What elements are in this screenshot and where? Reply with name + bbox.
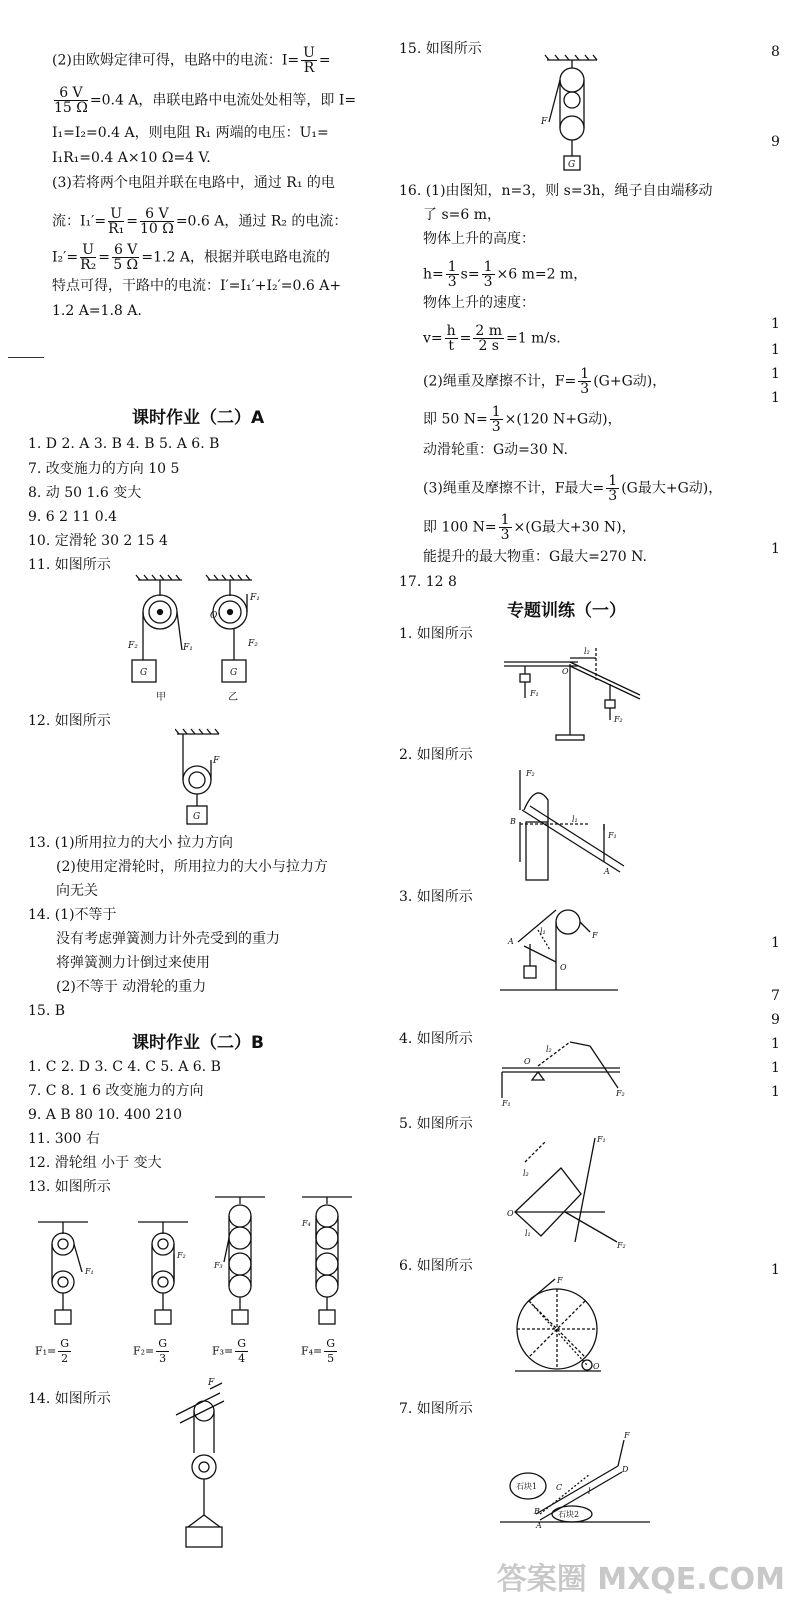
svg-text:l₂: l₂ xyxy=(546,1045,552,1054)
item-5: 5. 如图所示 xyxy=(399,1116,473,1132)
svg-text:F₁: F₁ xyxy=(608,831,617,840)
text: (3)绳重及摩擦不计，F最大= xyxy=(423,480,605,497)
text: 即 100 N= xyxy=(423,519,497,536)
svg-text:l₂: l₂ xyxy=(584,647,590,656)
ohm-line-4: I₁R₁=0.4 A×10 Ω=4 V. xyxy=(52,150,211,166)
svg-text:F: F xyxy=(213,756,220,766)
stone-2-label: 石块2 xyxy=(558,1510,580,1519)
svg-text:G: G xyxy=(140,668,148,678)
denominator: t xyxy=(448,338,454,354)
numerator: h xyxy=(446,323,456,339)
edge-mark: 1 xyxy=(771,390,780,406)
edge-mark: 9 xyxy=(771,1012,780,1028)
svg-text:A: A xyxy=(536,1521,542,1530)
pulley-figure-11 xyxy=(120,572,280,712)
fraction xyxy=(324,1337,337,1366)
lever-figure-5 xyxy=(505,1132,635,1252)
section-divider xyxy=(8,357,44,358)
svg-text:B: B xyxy=(534,1507,540,1516)
answer-line: 7. 改变施力的方向 10 5 xyxy=(28,461,180,477)
lever-figure-7 xyxy=(500,1410,660,1530)
text: =1.2 A，根据并联电路电流的 xyxy=(141,249,330,266)
text: 流：I₁′= xyxy=(52,213,107,230)
edge-mark: 1 xyxy=(771,1036,780,1052)
ohm-line-6 xyxy=(52,207,347,236)
edge-mark: 1 xyxy=(771,1262,780,1278)
denominator: 3 xyxy=(500,527,510,543)
answer-line: 14. 如图所示 xyxy=(28,1391,111,1407)
force-label-4 xyxy=(301,1337,339,1366)
section-title-b: 课时作业（二）B xyxy=(132,1033,264,1053)
svg-text:F: F xyxy=(541,117,548,127)
answer-line: 15. B xyxy=(28,1003,66,1019)
numerator: 2 m xyxy=(475,323,503,339)
text: (G最大+G动)， xyxy=(621,480,723,497)
text: I₂′= xyxy=(52,249,79,266)
answer-line: 向无关 xyxy=(56,883,98,899)
text: F₄= xyxy=(301,1344,323,1358)
svg-text:l₁: l₁ xyxy=(525,1229,531,1238)
answer-line: 12. 滑轮组 小于 变大 xyxy=(28,1155,162,1171)
svg-text:F₂: F₂ xyxy=(128,641,138,651)
q16-line-9: 动滑轮重：G动=30 N. xyxy=(423,442,568,458)
svg-text:l: l xyxy=(588,1487,591,1496)
denominator: R xyxy=(303,60,315,76)
denominator: 15 Ω xyxy=(54,100,88,116)
force-label-2 xyxy=(133,1337,171,1366)
edge-mark: 9 xyxy=(771,134,780,150)
lever-figure-1 xyxy=(500,640,645,745)
fraction xyxy=(235,1337,248,1366)
answer-line: 13. 如图所示 xyxy=(28,1179,111,1195)
numerator: G xyxy=(60,1337,70,1350)
edge-mark: 1 xyxy=(771,541,780,557)
denominator: 5 xyxy=(327,1352,335,1365)
q16-line-4 xyxy=(423,260,587,289)
numerator: 1 xyxy=(491,404,501,420)
svg-text:F: F xyxy=(557,1276,563,1285)
fraction xyxy=(578,367,591,396)
text: F₁= xyxy=(35,1344,57,1358)
figure-label-yi: 乙 xyxy=(228,692,238,703)
svg-text:F₁: F₁ xyxy=(183,643,193,653)
svg-text:A: A xyxy=(508,937,514,946)
text: =1 m/s. xyxy=(506,330,561,347)
text: ×(G最大+30 N)， xyxy=(513,519,636,536)
svg-text:F: F xyxy=(624,1431,630,1440)
text: (2)由欧姆定律可得，电路中的电流：I= xyxy=(52,52,300,69)
answer-line: 12. 如图所示 xyxy=(28,713,111,729)
svg-text:A: A xyxy=(604,867,610,876)
q16-line-3: 物体上升的高度： xyxy=(423,231,535,247)
svg-text:O: O xyxy=(593,1362,600,1371)
svg-text:l₁: l₁ xyxy=(572,815,578,824)
text: = xyxy=(126,213,138,230)
text: 即 50 N= xyxy=(423,411,488,428)
q16-line-7 xyxy=(423,367,666,396)
numerator: G xyxy=(237,1337,247,1350)
text: (2)绳重及摩擦不计，F= xyxy=(423,373,577,390)
numerator: G xyxy=(326,1337,336,1350)
denominator: 3 xyxy=(483,274,493,290)
section-title-a: 课时作业（二）A xyxy=(132,408,265,428)
svg-text:F₄: F₄ xyxy=(302,1219,311,1228)
svg-text:l₂: l₂ xyxy=(523,1169,529,1178)
edge-mark: 1 xyxy=(771,935,780,951)
edge-mark: 8 xyxy=(771,44,780,60)
denominator: R₂ xyxy=(80,257,97,273)
pulley-figure-12 xyxy=(175,728,235,828)
svg-text:F₂: F₂ xyxy=(526,769,535,778)
text: = xyxy=(98,249,110,266)
text: v= xyxy=(423,330,443,347)
answer-line: 13. (1)所用拉力的大小 拉力方向 xyxy=(28,835,233,851)
denominator: 3 xyxy=(580,381,590,397)
pulley-figure-15 xyxy=(535,52,605,177)
force-label-3 xyxy=(212,1337,250,1366)
denominator: R₁ xyxy=(108,221,125,237)
svg-text:F₁: F₁ xyxy=(85,1267,94,1276)
numerator: G xyxy=(158,1337,168,1350)
numerator: 1 xyxy=(580,366,590,382)
lever-figure-2 xyxy=(500,762,630,887)
numerator: 1 xyxy=(483,259,493,275)
denominator: 5 Ω xyxy=(113,257,139,273)
ohm-line-5: (3)若将两个电阻并联在电路中，通过 R₁ 的电 xyxy=(52,175,335,191)
force-label-1 xyxy=(35,1337,73,1366)
svg-text:F₂: F₂ xyxy=(177,1251,186,1260)
text: =0.4 A，串联电路中电流处处相等，即 I= xyxy=(89,92,357,109)
numerator: 1 xyxy=(447,259,457,275)
lever-figure-3 xyxy=(500,900,620,995)
svg-text:F₂: F₂ xyxy=(616,1089,625,1098)
text: (G+G动)， xyxy=(593,373,667,390)
answer-line: (2)使用定滑轮时，所用拉力的大小与拉力方 xyxy=(56,859,328,875)
edge-mark: 1 xyxy=(771,316,780,332)
text: = xyxy=(318,52,331,69)
denominator: 3 xyxy=(608,488,618,504)
watermark: 答案圈 MXQE.COM xyxy=(496,1562,785,1597)
fraction xyxy=(140,207,174,236)
ohm-line-8: 特点可得，干路中的电流：I′=I₁′+I₂′=0.6 A+ xyxy=(52,278,342,294)
answer-line: 7. C 8. 1 6 改变施力的方向 xyxy=(28,1083,204,1099)
numerator: U xyxy=(80,243,96,258)
answer-line: 9. 6 2 11 0.4 xyxy=(28,509,118,525)
text: s= xyxy=(460,266,480,283)
fraction xyxy=(482,260,495,289)
ohm-line-7 xyxy=(52,243,330,272)
denominator: 10 Ω xyxy=(139,221,174,237)
figure-label-jia: 甲 xyxy=(156,692,166,703)
denominator: 2 s xyxy=(478,338,499,354)
fraction xyxy=(58,1337,71,1366)
denominator: 3 xyxy=(447,274,457,290)
stone-1-label: 石块1 xyxy=(516,1482,538,1491)
answer-line: 1. C 2. D 3. C 4. C 5. A 6. B xyxy=(28,1059,221,1075)
svg-text:O: O xyxy=(560,963,567,972)
q16-line-11 xyxy=(423,513,636,542)
answer-line: 9. A B 80 10. 400 210 xyxy=(28,1107,182,1123)
fraction xyxy=(80,243,96,272)
text: ×(120 N+G动)， xyxy=(504,411,622,428)
svg-text:G: G xyxy=(193,812,201,822)
svg-text:O: O xyxy=(562,667,569,676)
fraction xyxy=(446,260,459,289)
q16-line-1: 16. (1)由图知，n=3，则 s=3h，绳子自由端移动 xyxy=(399,183,713,199)
numerator: U xyxy=(303,45,315,61)
fraction xyxy=(499,513,512,542)
denominator: 3 xyxy=(159,1352,167,1365)
answer-line: 没有考虑弹簧测力计外壳受到的重力 xyxy=(56,931,280,947)
numerator: 1 xyxy=(608,473,618,489)
ohm-line-9: 1.2 A=1.8 A. xyxy=(52,303,142,319)
svg-text:O: O xyxy=(210,611,218,621)
answer-line: 15. 如图所示 xyxy=(399,41,482,57)
edge-mark: 1 xyxy=(771,1084,780,1100)
svg-text:F₁: F₁ xyxy=(250,593,260,603)
section-title-special: 专题训练（一） xyxy=(507,601,626,621)
q16-line-6 xyxy=(423,324,561,353)
svg-text:F₁: F₁ xyxy=(530,689,539,698)
q16-line-12: 能提升的最大物重：G最大=270 N. xyxy=(423,549,647,565)
svg-text:F: F xyxy=(208,1378,215,1388)
item-1: 1. 如图所示 xyxy=(399,626,473,642)
answer-line: 8. 动 50 1.6 变大 xyxy=(28,485,142,501)
edge-mark: 1 xyxy=(771,366,780,382)
answer-line: 将弹簧测力计倒过来使用 xyxy=(56,955,210,971)
svg-text:F₁: F₁ xyxy=(597,1135,606,1144)
q16-line-10 xyxy=(423,474,722,503)
edge-mark: 7 xyxy=(771,988,780,1004)
numerator: U xyxy=(108,207,124,222)
numerator: 6 V xyxy=(140,207,174,222)
answer-line: 1. D 2. A 3. B 4. B 5. A 6. B xyxy=(28,436,220,452)
q16-line-2: 了 s=6 m， xyxy=(423,207,501,223)
svg-text:G: G xyxy=(568,160,576,170)
text: h= xyxy=(423,266,444,283)
edge-mark: 1 xyxy=(771,1060,780,1076)
item-6: 6. 如图所示 xyxy=(399,1258,473,1274)
svg-text:O: O xyxy=(507,1209,514,1218)
ohm-line-1 xyxy=(52,46,331,75)
denominator: 2 xyxy=(61,1352,69,1365)
wheel-figure-6 xyxy=(515,1275,605,1375)
pulley-figure-13 xyxy=(30,1192,370,1332)
svg-text:F₂: F₂ xyxy=(248,639,258,649)
numerator: 6 V xyxy=(54,86,88,101)
fraction xyxy=(473,324,504,353)
numerator: 6 V xyxy=(113,242,138,258)
answer-line: 11. 如图所示 xyxy=(28,557,111,573)
svg-text:B: B xyxy=(510,817,516,826)
svg-text:D: D xyxy=(622,1465,629,1474)
item-4: 4. 如图所示 xyxy=(399,1031,473,1047)
svg-text:G: G xyxy=(230,668,238,678)
q16-line-5: 物体上升的速度： xyxy=(423,295,535,311)
item-7: 7. 如图所示 xyxy=(399,1401,473,1417)
fraction xyxy=(301,46,317,75)
numerator: 1 xyxy=(500,512,510,528)
svg-text:O: O xyxy=(524,1057,531,1066)
text: F₃= xyxy=(212,1344,234,1358)
answer-line: 17. 12 8 xyxy=(399,574,457,590)
fraction xyxy=(54,86,88,115)
fraction xyxy=(606,474,619,503)
svg-text:F₁: F₁ xyxy=(502,1099,511,1108)
svg-text:F₃: F₃ xyxy=(214,1261,223,1270)
text: =0.6 A，通过 R₂ 的电流： xyxy=(175,213,348,230)
text: ×6 m=2 m， xyxy=(496,266,588,283)
q16-line-8 xyxy=(423,405,622,434)
lever-figure-4 xyxy=(500,1032,630,1110)
svg-text:l₁: l₁ xyxy=(540,927,546,936)
answer-line: 11. 300 右 xyxy=(28,1131,100,1147)
ohm-line-3: I₁=I₂=0.4 A，则电阻 R₁ 两端的电压：U₁= xyxy=(52,125,329,141)
fraction xyxy=(108,207,124,236)
ohm-line-2 xyxy=(52,86,356,115)
answer-line: 10. 定滑轮 30 2 15 4 xyxy=(28,533,168,549)
fraction xyxy=(156,1337,169,1366)
item-2: 2. 如图所示 xyxy=(399,747,473,763)
edge-mark: 1 xyxy=(771,342,780,358)
fraction xyxy=(445,324,458,353)
item-3: 3. 如图所示 xyxy=(399,889,473,905)
svg-text:C: C xyxy=(556,1483,563,1492)
fraction xyxy=(112,243,139,272)
denominator: 4 xyxy=(238,1352,246,1365)
text: F₂= xyxy=(133,1344,155,1358)
svg-text:F: F xyxy=(592,931,598,940)
answer-line: 14. (1)不等于 xyxy=(28,907,117,923)
svg-text:F₂: F₂ xyxy=(614,715,623,724)
answer-line: (2)不等于 动滑轮的重力 xyxy=(56,979,207,995)
pulley-figure-14 xyxy=(170,1375,250,1560)
denominator: 3 xyxy=(491,419,501,435)
svg-text:F₂: F₂ xyxy=(617,1241,626,1250)
text: = xyxy=(459,330,472,347)
fraction xyxy=(490,405,503,434)
